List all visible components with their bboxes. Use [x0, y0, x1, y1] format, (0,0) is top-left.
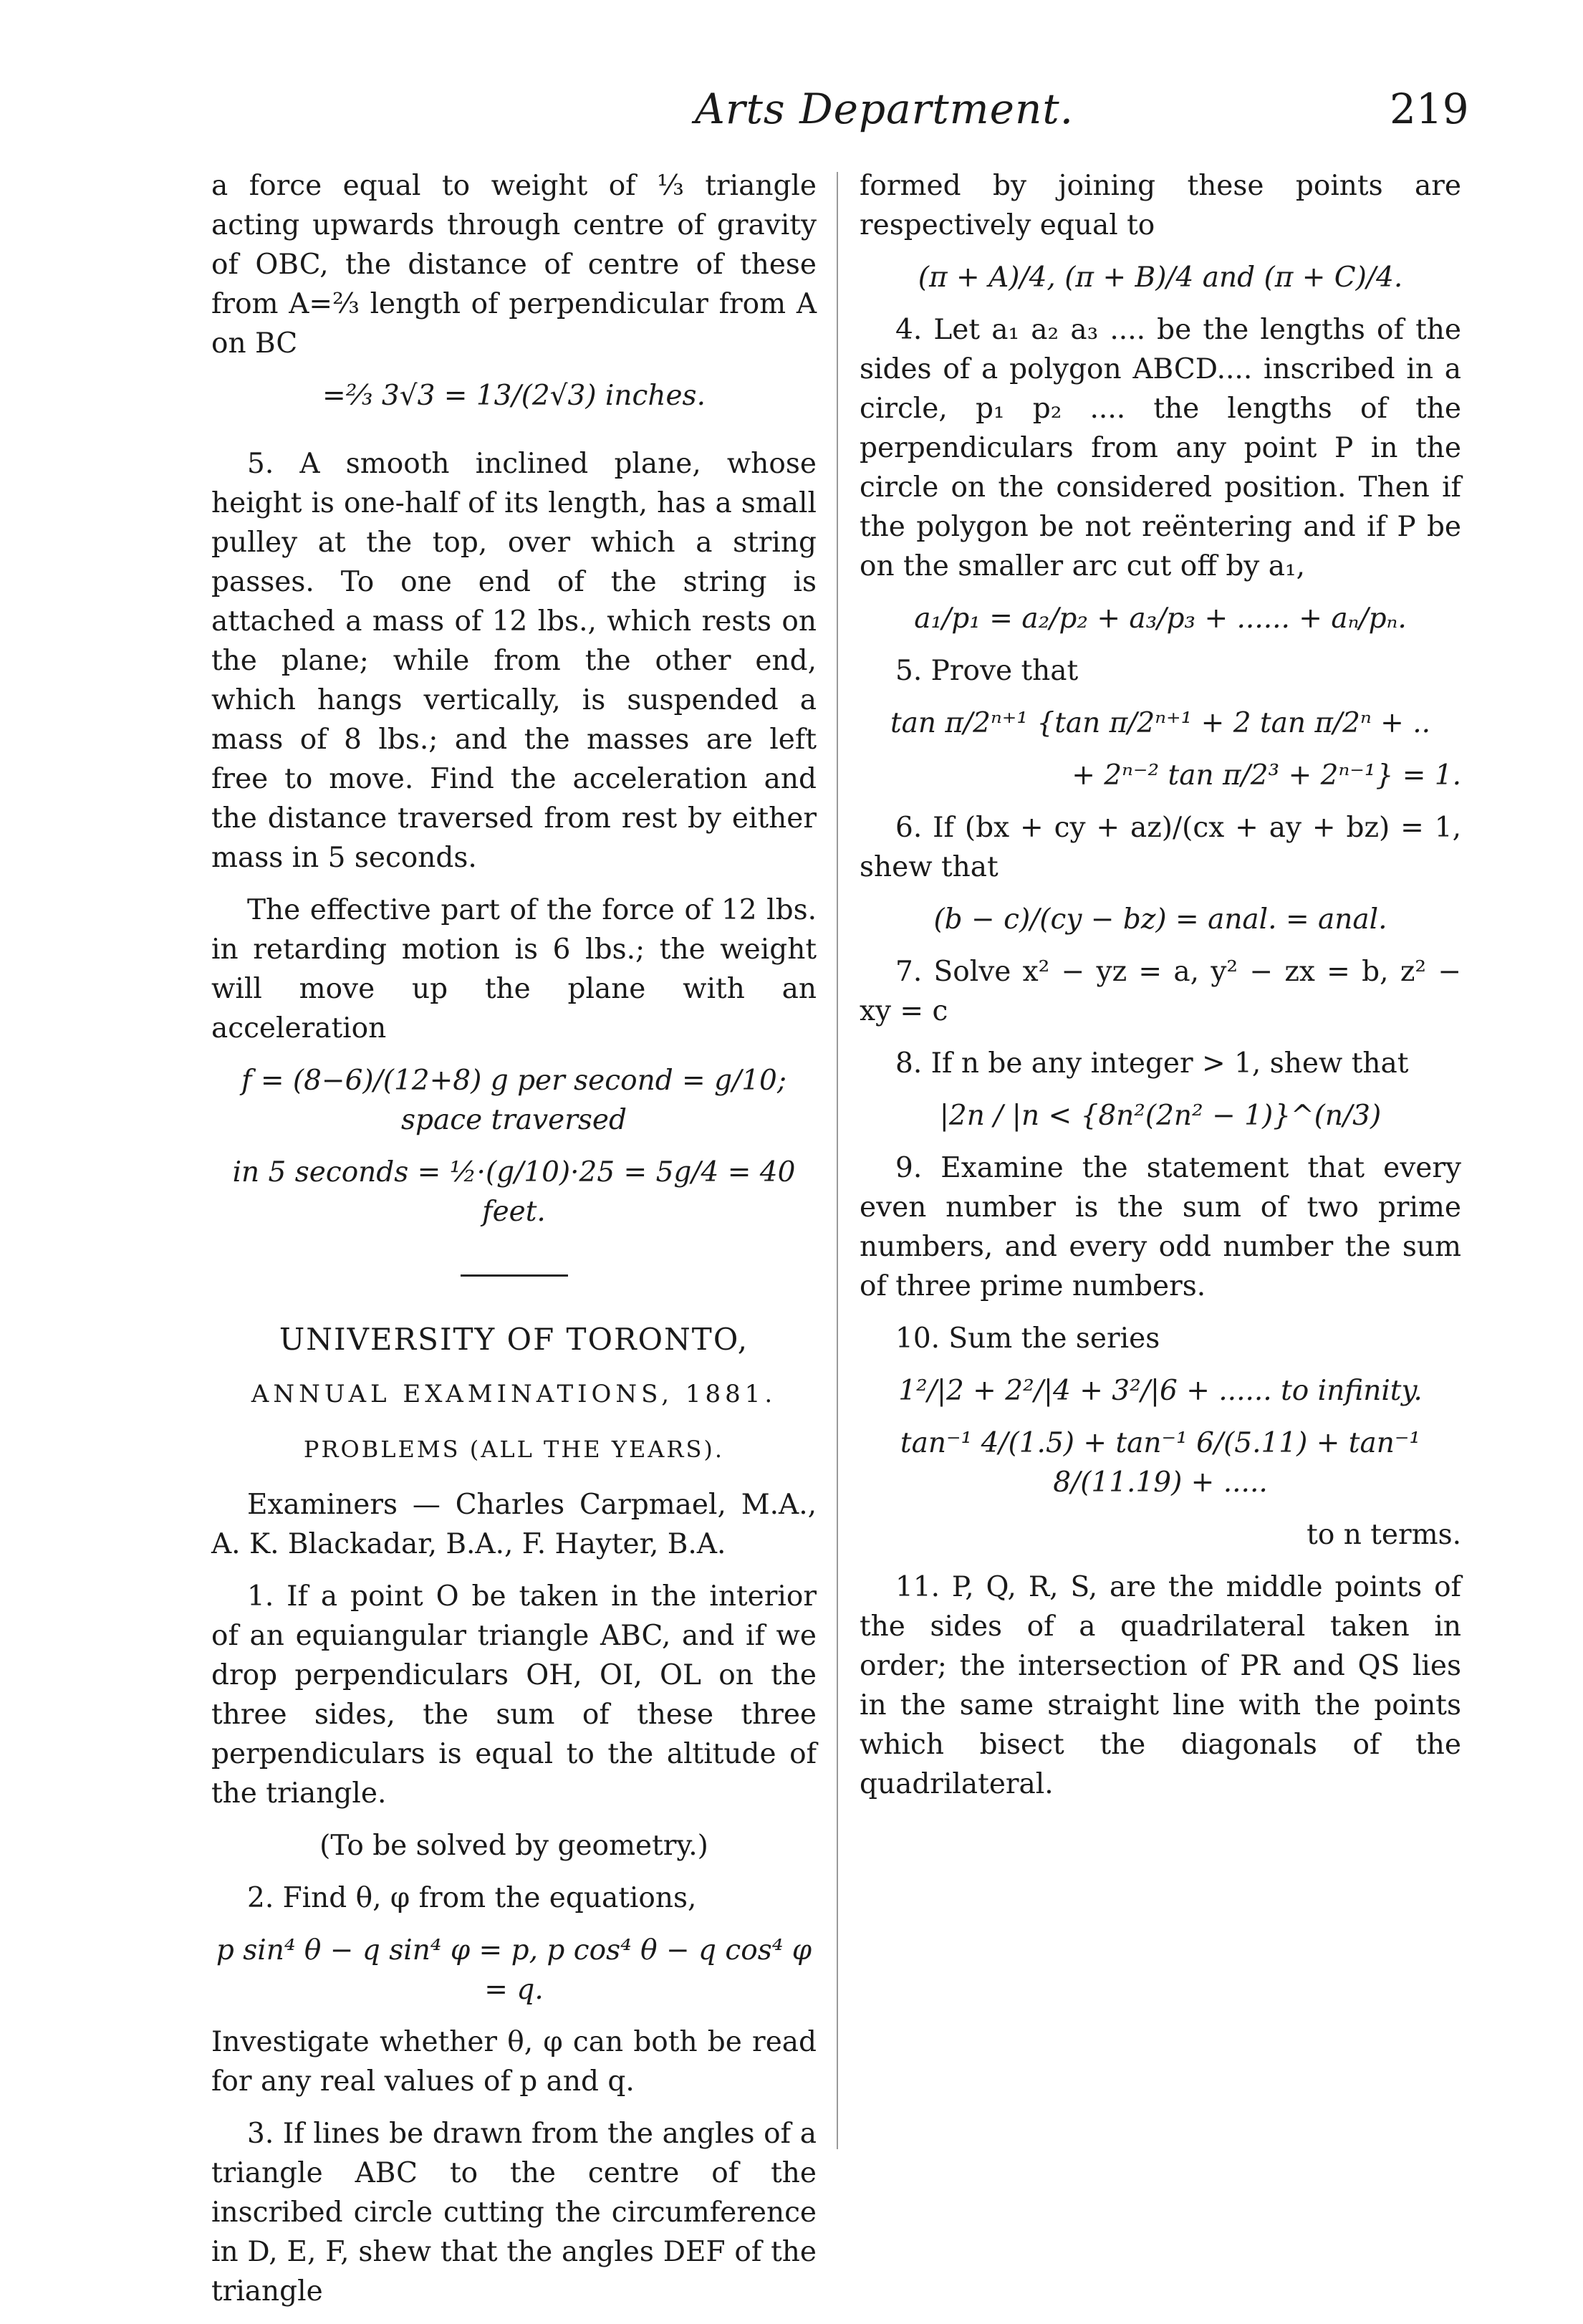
equation: (b − c)/(cy − bz) = anal. = anal. [933, 903, 1387, 936]
page-number: 219 [1390, 85, 1469, 133]
equation: a₁/p₁ = a₂/p₂ + a₃/p₃ + ...... + aₙ/pₙ. [914, 602, 1407, 635]
question-5: 5. Prove that [895, 655, 1079, 687]
equation: |2n / |n < {8n²(2n² − 1)}^(n/3) [939, 1100, 1382, 1132]
right-column [860, 166, 1461, 1817]
question-3: 3. If lines be drawn from the angles of a triangle ABC to the centre of the inscribed circle cutting the circumference in D, E, F, shew that the angles DEF of the triangle [211, 2118, 817, 2308]
section-heading: UNIVERSITY OF TORONTO, [279, 1322, 749, 1357]
equation: f = (8−6)/(12+8) g per second = g/10; space traversed [241, 1065, 786, 1136]
section-subheading: ANNUAL EXAMINATIONS, 1881. [251, 1380, 777, 1408]
question-8: 8. If n be any integer > 1, shew that [895, 1047, 1409, 1080]
equation: p sin⁴ θ − q sin⁴ φ = p, p cos⁴ θ − q cos⁴ φ = q. [216, 1934, 812, 2006]
equation: + 2ⁿ⁻² tan π/2³ + 2ⁿ⁻¹} = 1. [1072, 759, 1461, 792]
problem-5: 5. A smooth inclined plane, whose height is one-half of its length, has a small pulley at the top, over which a string passes. To one end of the string is attached a mass of 12 lbs., which rests on the plane; while from the other end, which hangs vertically, is suspended a mass of 8 lbs.; and the masses are left free to move. Find the acceleration and the distance traversed from rest by either mass in 5 seconds. [211, 448, 817, 874]
note: (To be solved by geometry.) [319, 1830, 708, 1862]
column-divider [837, 172, 838, 2149]
question-11: 11. P, Q, R, S, are the middle points of the sides of a quadrilateral taken in order; the intersection of PR and QS lies in the same straight line with the points which bisect the diagonals of the quadrilateral. [860, 1571, 1461, 1800]
section-subheading-2: PROBLEMS (ALL THE YEARS). [303, 1436, 725, 1463]
equation: =⅔ 3√3 = 13/(2√3) inches. [322, 380, 706, 412]
solution-paragraph: The effective part of the force of 12 lbs. in retarding motion is 6 lbs.; the weight will move up the plane with an acceleration [211, 894, 817, 1045]
equation-suffix: to n terms. [1307, 1519, 1461, 1551]
equation: tan⁻¹ 4/(1.5) + tan⁻¹ 6/(5.11) + tan⁻¹ 8/(11.19) + ..... [900, 1427, 1421, 1499]
paragraph: formed by joining these points are respectively equal to [860, 170, 1461, 241]
left-column [211, 166, 817, 2324]
question-7: 7. Solve x² − yz = a, y² − zx = b, z² − xy = c [860, 956, 1461, 1027]
question-2: 2. Find θ, φ from the equations, [247, 1882, 697, 1914]
page-header [0, 85, 1583, 142]
question-9: 9. Examine the statement that every even number is the sum of two prime numbers, and every odd number the sum of three prime numbers. [860, 1152, 1461, 1302]
section-separator [461, 1274, 568, 1277]
question-6: 6. If (bx + cy + az)/(cx + ay + bz) = 1, shew that [860, 812, 1461, 883]
question-1: 1. If a point O be taken in the interior of an equiangular triangle ABC, and if we drop perpendiculars OH, OI, OL on the three sides, the sum of these three perpendiculars is equal to the altitude of the triangle. [211, 1580, 817, 1810]
question-4: 4. Let a₁ a₂ a₃ .... be the lengths of the sides of a polygon ABCD.... inscribed in a circle, p₁ p₂ .... the lengths of the perpendiculars from any point P in the circle on the considered position. Then if the polygon be not reëntering and if P be on the smaller arc cut off by a₁, [860, 314, 1461, 582]
running-title: Arts Department. [695, 85, 1074, 133]
paragraph: a force equal to weight of ⅓ triangle acting upwards through centre of gravity of OBC, the distance of centre of these from A=⅔ length of perpendicular from A on BC [211, 170, 817, 360]
examiners: Examiners — Charles Carpmael, M.A., A. K. Blackadar, B.A., F. Hayter, B.A. [211, 1489, 817, 1560]
paragraph: Investigate whether θ, φ can both be read for any real values of p and q. [211, 2026, 817, 2098]
equation: 1²/|2 + 2²/|4 + 3²/|6 + ...... to infinity. [898, 1375, 1423, 1407]
equation: (π + A)/4, (π + B)/4 and (π + C)/4. [918, 261, 1403, 294]
question-10: 10. Sum the series [895, 1322, 1160, 1355]
equation: in 5 seconds = ½·(g/10)·25 = 5g/4 = 40 feet. [232, 1156, 796, 1228]
equation: tan π/2ⁿ⁺¹ {tan π/2ⁿ⁺¹ + 2 tan π/2ⁿ + .. [890, 707, 1431, 739]
